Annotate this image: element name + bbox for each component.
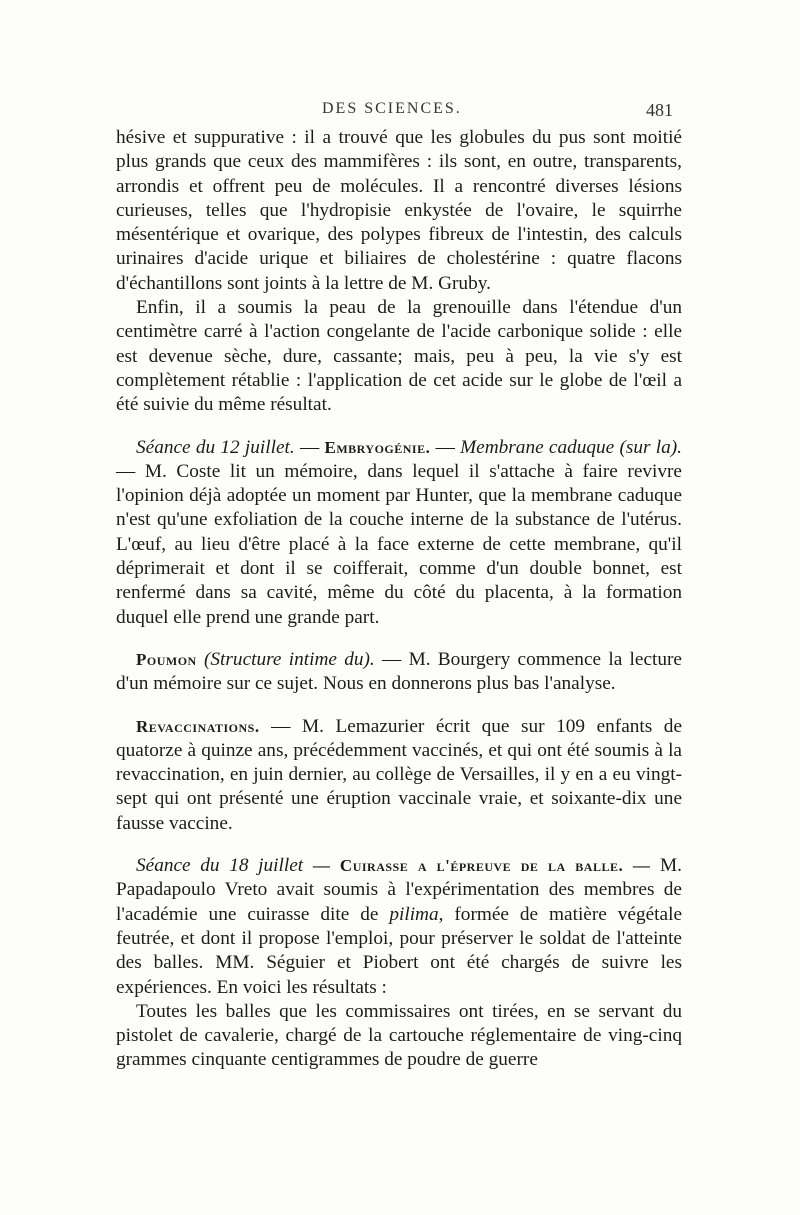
entry-text-cuirasse-2: , formée de matière végétale feutrée, et dont il propose l'emploi, pour préserver le soldat de l'atteinte des balles. MM. Séguier et Piobert ont été chargés de suivre les expériences. En voici les résultats :: [116, 903, 682, 998]
rubric-revaccinations: Revaccinations.: [136, 716, 260, 736]
running-head: DES SCIENCES.: [322, 100, 462, 117]
entry-text-cuirasse-1: M. Papadapoulo Vreto avait soumis à l'expérimentation des membres de l'académie une cuirasse dite de: [116, 855, 682, 925]
term-pilima: pilima: [389, 903, 439, 925]
rubric-poumon: Poumon: [136, 649, 197, 669]
paragraph-frog-experiment: Enfin, il a soumis la peau de la grenouille dans l'étendue d'un centimètre carré à l'action congelante de l'acide carbonique solide : elle est devenue sèche, dure, cassante; mais, peu à peu, la vie s'y est complètement rétablie : l'application de cet acide sur le globe de l'œil a été suivie du même résultat.: [116, 297, 682, 416]
entry-text-revaccinations: — M. Lemazurier écrit que sur 109 enfants de quatorze à quinze ans, précédemment vaccinés, et qui ont été soumis à la revaccination, en juin dernier, au collège de Versailles, il y en a eu vingt-sept qui ont présenté une éruption vaccinale vraie, et soixante-dix une fausse vaccine.: [116, 715, 683, 834]
rubric-embryogenie: Embryogénie.: [324, 437, 431, 457]
paragraph-continuation: hésive et suppurative : il a trouvé que les globules du pus sont moitié plus grands que ceux des mammifères : ils sont, en outre, transparents, arrondis et offrent peu de molécules. Il a rencontré diverses lésions curieuses, telles que l'hydropisie enkystée de l'ovaire, le squirrhe mésentérique et ovarique, des polypes fibreux de l'intestin, des calculs urinaires d'acide urique et biliaires de cholestérine : quatre flacons d'échantillons sont joints à la lettre de M. Gruby.: [116, 127, 682, 294]
session-date: Séance du 18 juillet: [136, 855, 304, 877]
entry-title-poumon: (Structure intime du).: [204, 648, 375, 670]
page-number: 481: [646, 100, 673, 120]
entry-poumon: [116, 648, 682, 697]
entry-subtitle-membrane: (sur la).: [619, 436, 683, 458]
entry-title-membrane: Membrane caduque: [460, 436, 615, 458]
entry-cuirasse: [116, 854, 682, 1000]
paragraph-results: Toutes les balles que les commissaires ont tirées, en se servant du pistolet de cavalerie, chargé de la cartouche réglementaire de ving-cinq grammes cinquante centigrammes de poudre de guerre: [116, 1000, 682, 1071]
entry-text-poumon: — M. Bourgery commence la lecture d'un mémoire sur ce sujet. Nous en donnerons plus bas l'analyse.: [116, 648, 682, 695]
entry-embryogenie: Séance du 12 juillet. — Embryogénie. — Membrane caduque (sur la). — M. Coste lit un mémoire, dans lequel il s'attache à faire revivre l'opinion déjà adoptée un moment par Hunter, que la membrane caduque n'est qu'une exfoliation de la couche interne de la substance de l'utérus. L'œuf, au lieu d'être placé à la face externe de cette membrane, qu'il déprimerait et dont il se coifferait, comme d'un double bonnet, est renfermé dans sa cavité, même du côté du placenta, à la formation duquel elle prend une grande part.: [116, 436, 683, 628]
body-text: [116, 126, 682, 1073]
rubric-cuirasse: — Cuirasse a l'épreuve de la balle. —: [312, 856, 651, 876]
entry-revaccinations: [116, 715, 682, 836]
entry-text-membrane: — M. Coste lit un mémoire, dans lequel il s'attache à faire revivre l'opinion déjà adoptée un moment par Hunter, que la membrane caduque n'est qu'une exfoliation de la couche interne de la substance de l'utérus. L'œuf, au lieu d'être placé à la face externe de cette membrane, qu'il déprimerait et dont il se coifferait, comme d'un double bonnet, est renfermé dans sa cavité, même du côté du placenta, à la formation duquel elle prend une grande part.: [116, 460, 682, 628]
session-date: Séance du 12 juillet.: [136, 436, 295, 458]
